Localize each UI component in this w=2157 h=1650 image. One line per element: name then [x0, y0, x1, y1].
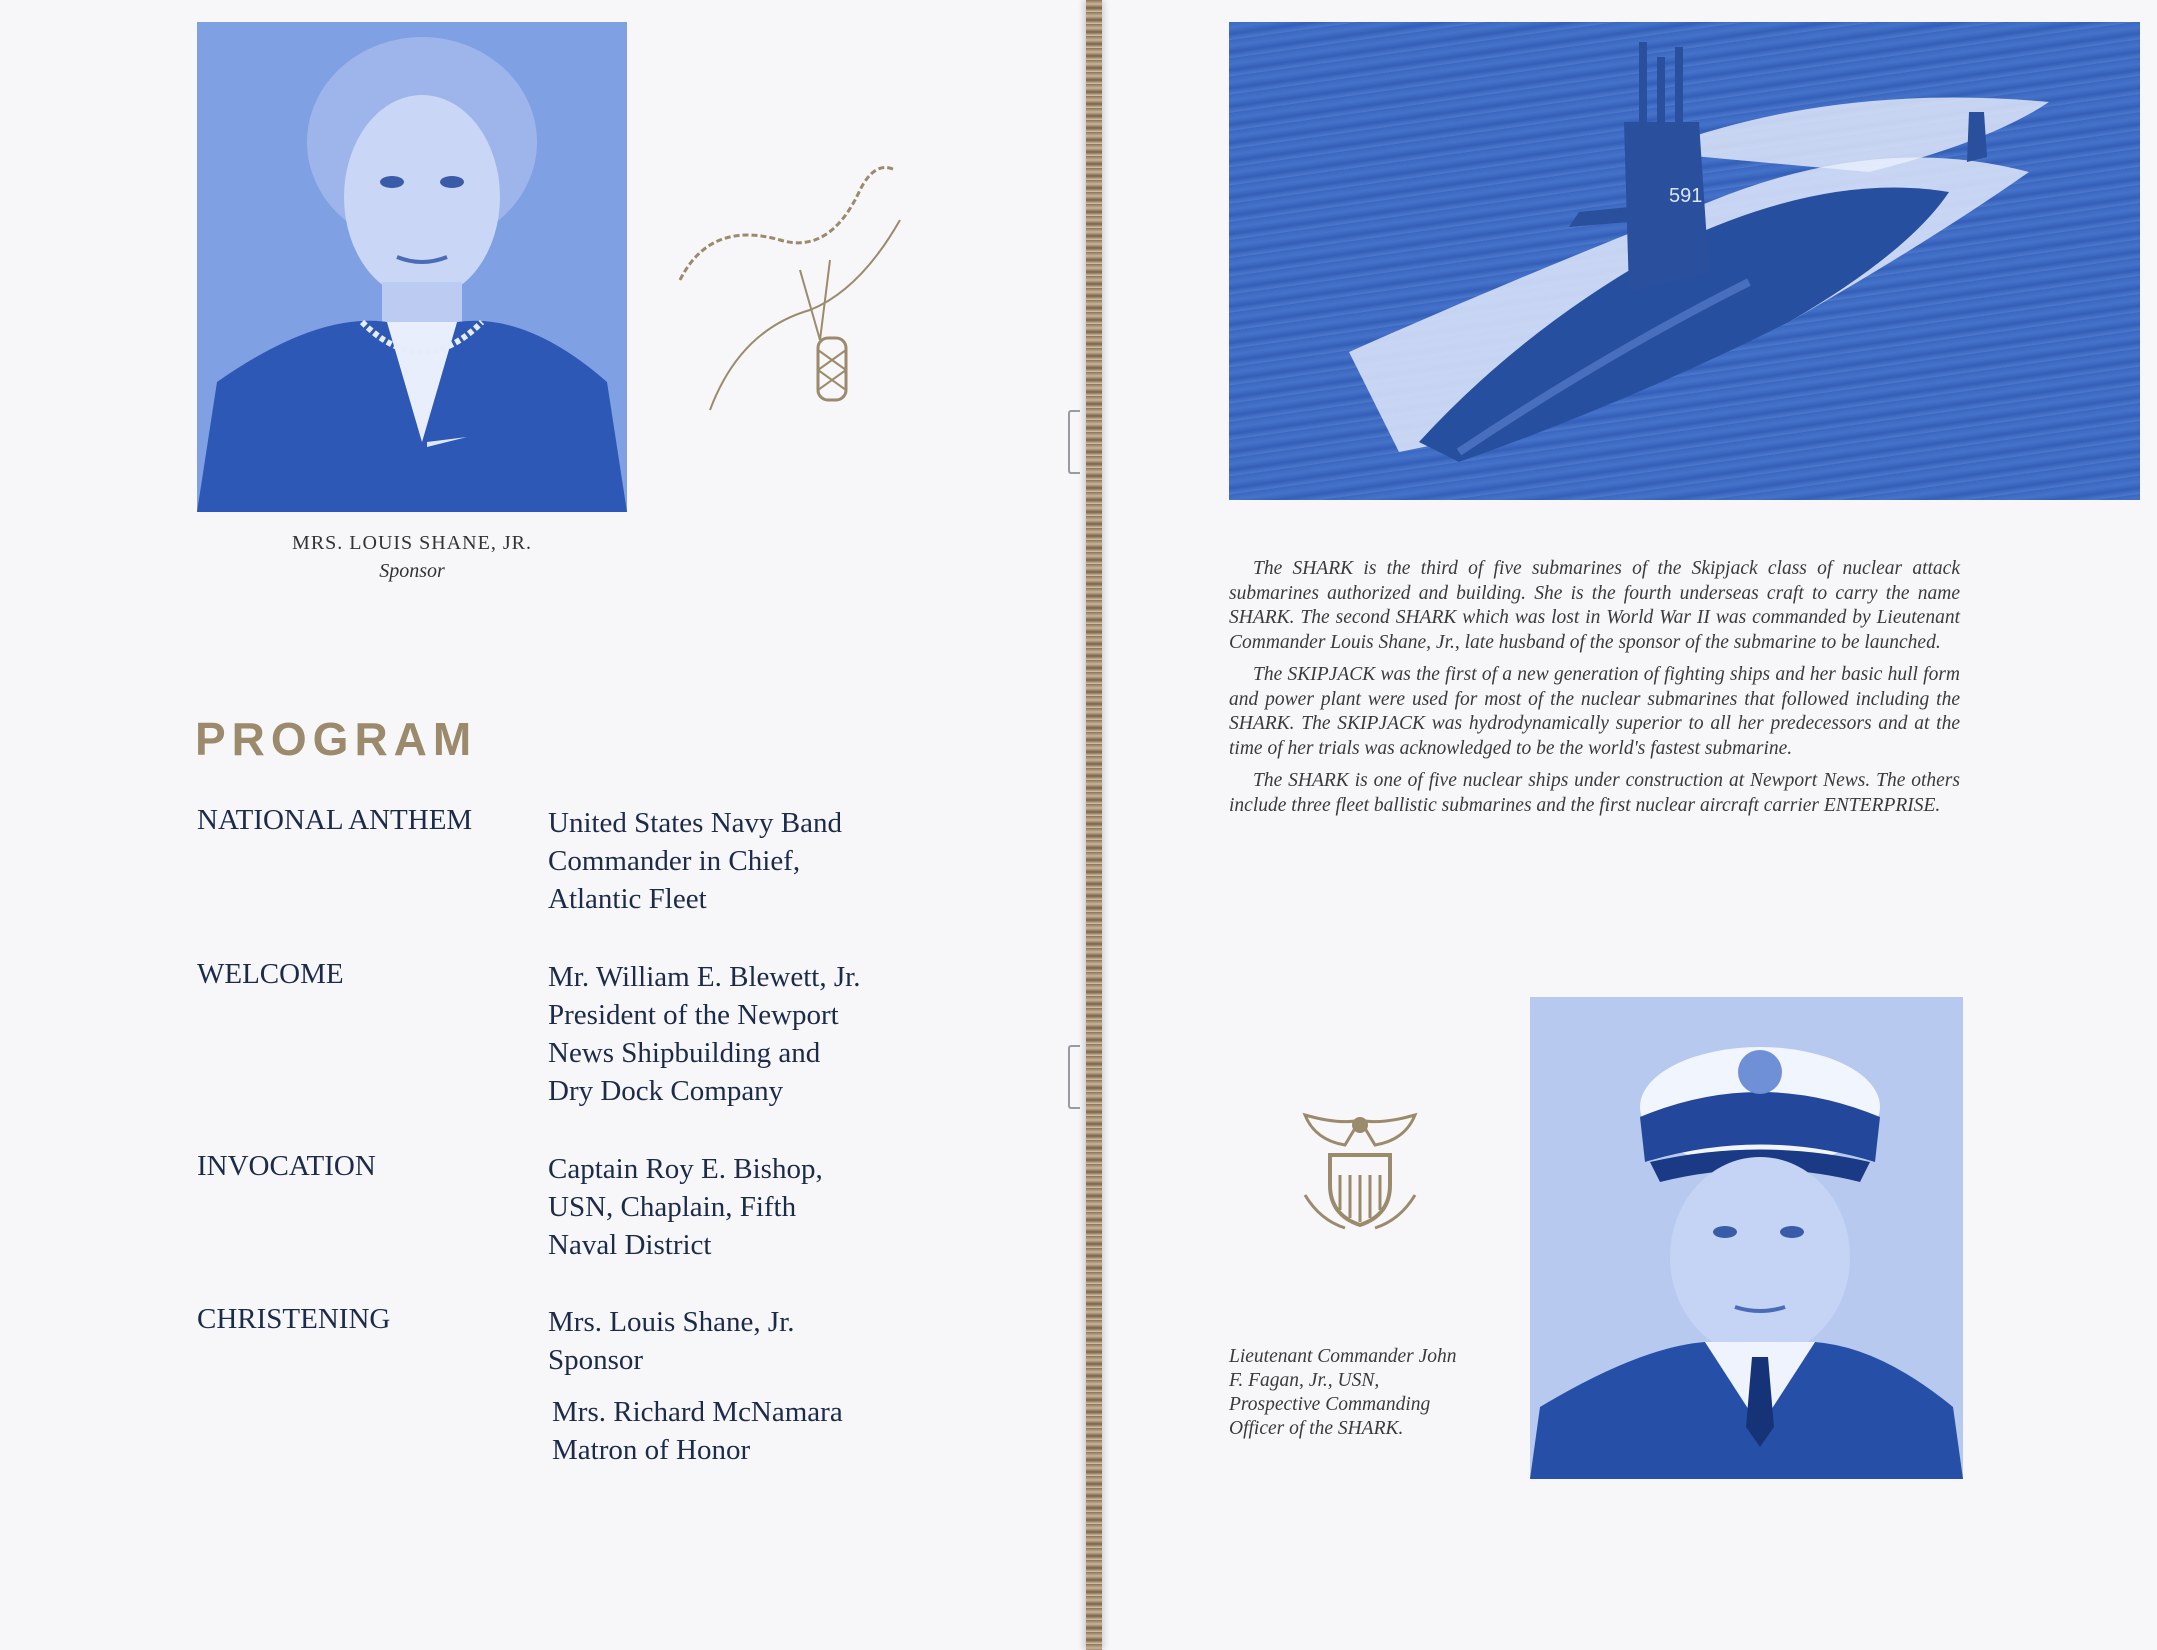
sponsor-name: MRS. LOUIS SHANE, JR.	[292, 532, 532, 554]
navy-eagle-emblem-icon	[1285, 1100, 1435, 1235]
program-label-invocation: INVOCATION	[197, 1150, 376, 1182]
submarine-photo	[1229, 22, 2140, 500]
officer-photo	[1530, 997, 1963, 1479]
program-detail-christening: Mrs. Louis Shane, Jr. Sponsor Mrs. Richard McNamara Matron of Honor	[548, 1306, 843, 1466]
program-detail-welcome: Mr. William E. Blewett, Jr. President of the Newport News Shipbuilding and Dry Dock Company	[548, 961, 861, 1107]
program-detail-invocation: Captain Roy E. Bishop, USN, Chaplain, Fifth Naval District	[548, 1153, 823, 1261]
binding-cord	[1086, 0, 1102, 1650]
rope-fender-illustration	[670, 160, 930, 420]
program-label-christening: CHRISTENING	[197, 1303, 391, 1335]
sponsor-photo	[197, 22, 627, 512]
article-paragraph-3: The SHARK is one of five nuclear ships under construction at Newport News. The others include three fleet ballistic submarines and the first nuclear aircraft carrier ENTERPRISE.	[1229, 770, 1960, 816]
program-label-national-anthem: NATIONAL ANTHEM	[197, 804, 473, 836]
sponsor-role: Sponsor	[379, 560, 445, 582]
staple-bottom	[1068, 1045, 1080, 1109]
program-heading: PROGRAM	[195, 713, 478, 765]
article-paragraph-1: The SHARK is the third of five submarines of the Skipjack class of nuclear attack submarines authorized and building. She is the fourth underseas craft to carry the name SHARK. The second SHARK which was lost in World War II was commanded by Lieutenant Commander Louis Shane, Jr., late husband of the sponsor of the submarine to be launched.	[1229, 558, 1960, 653]
article-text	[1229, 557, 1960, 826]
hull-number: 591	[1669, 185, 1703, 207]
article-paragraph-2: The SKIPJACK was the first of a new generation of fighting ships and her basic hull form and power plant were used for most of the nuclear submarines that followed including the SHARK. The SKIPJACK was hydrodynamically superior to all her predecessors and at the time of her trials was acknowledged to be the world's fastest submarine.	[1229, 664, 1960, 759]
staple-top	[1068, 410, 1080, 474]
program-detail-national-anthem: United States Navy Band Commander in Chief, Atlantic Fleet	[548, 807, 842, 915]
program-label-welcome: WELCOME	[197, 958, 344, 990]
officer-caption: Lieutenant Commander John F. Fagan, Jr., USN, Prospective Commanding Officer of the SHARK.	[1229, 1346, 1457, 1439]
